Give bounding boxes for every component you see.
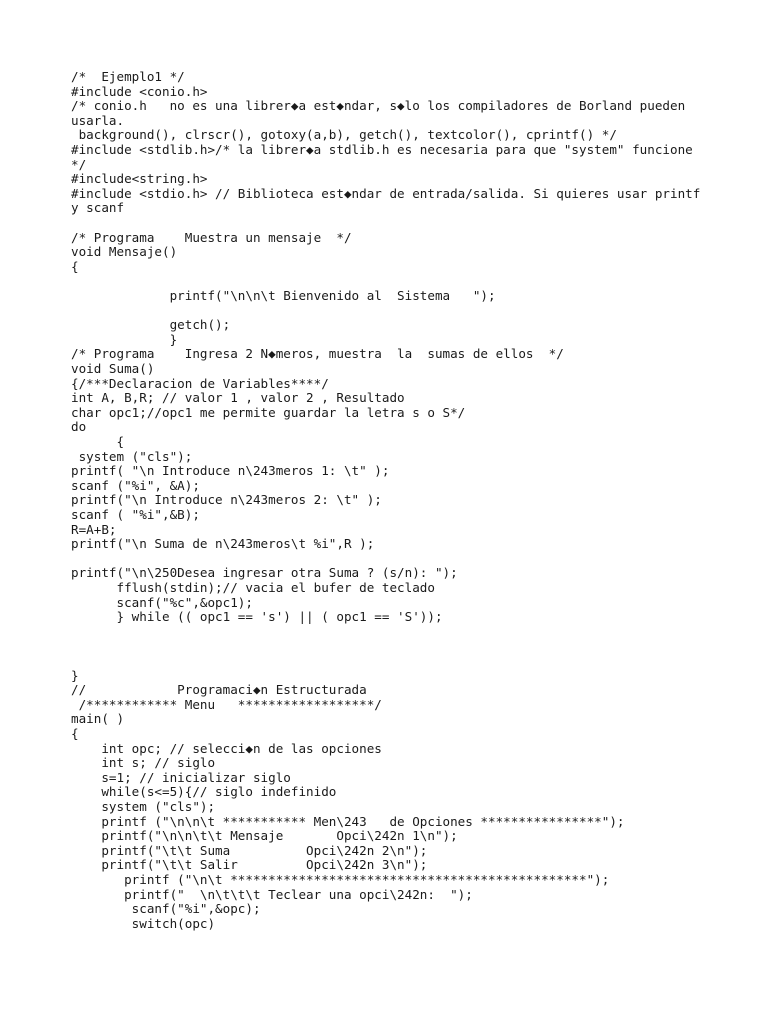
code-line: // Programaci◆n Estructurada — [71, 682, 367, 698]
code-line: #include<string.h> — [71, 171, 208, 187]
code-line: getch(); — [71, 317, 231, 333]
code-line: { — [71, 258, 79, 274]
code-line: { — [71, 434, 125, 449]
code-line: while(s<=5){// siglo indefinido — [71, 784, 337, 800]
code-line: printf(" \n\t\t\t Teclear una opci\242n: "); — [71, 886, 473, 902]
code-line: } — [71, 331, 178, 347]
code-line: /* Ejemplo1 */ — [71, 69, 185, 84]
code-line: printf("\n\250Desea ingresar otra Suma ? (s/n): "); — [71, 565, 458, 581]
code-line: do — [71, 419, 87, 435]
code-line: main( ) — [71, 711, 125, 727]
code-line: y scanf — [71, 200, 125, 216]
code-line: background(), clrscr(), gotoxy(a,b), getch(), textcolor(), cprintf() */ — [71, 127, 617, 143]
code-line: system ("cls"); — [71, 799, 216, 814]
code-line: system ("cls"); — [71, 448, 193, 464]
code-line: #include <stdlib.h>/* la librer◆a stdlib.h es necesaria para que "system" funcione — [71, 142, 693, 157]
code-line: char opc1;//opc1 me permite guardar la letra s o S*/ — [71, 404, 466, 420]
code-line: { — [71, 726, 79, 741]
code-line: printf("\t\t Suma Opci\242n 2\n"); — [71, 842, 428, 858]
code-line: printf("\n Introduce n\243meros 2: \t" ); — [71, 492, 382, 508]
code-line: printf("\n\n\t\t Mensaje Opci\242n 1\n"); — [71, 828, 458, 844]
code-line: printf("\t\t Salir Opci\242n 3\n"); — [71, 857, 428, 873]
code-line: #include <stdio.h> // Biblioteca est◆ndar de entrada/salida. Si quieres usar printf — [71, 185, 701, 201]
code-line: fflush(stdin);// vacia el bufer de teclado — [71, 580, 435, 595]
code-line: scanf ("%i", &A); — [71, 477, 200, 493]
code-line: } — [71, 667, 79, 683]
code-line: printf( "\n Introduce n\243meros 1: \t" ); — [71, 463, 390, 479]
code-line: int s; // siglo — [71, 755, 216, 771]
code-line: */ — [71, 156, 87, 172]
code-line: s=1; // inicializar siglo — [71, 769, 291, 785]
code-line: scanf ( "%i",&B); — [71, 507, 200, 522]
code-line: #include <conio.h> — [71, 83, 208, 99]
code-line: /* conio.h no es una librer◆a est◆ndar, s◆lo los compiladores de Borland pueden — [71, 98, 686, 114]
code-line: scanf("%c",&opc1); — [71, 594, 253, 610]
code-line: printf ("\n\n\t *********** Men\243 de Opciones ****************"); — [71, 813, 625, 829]
code-line: void Suma() — [71, 361, 155, 376]
code-line: /************ Menu ******************/ — [71, 696, 382, 712]
code-line: int opc; // selecci◆n de las opciones — [71, 740, 382, 756]
code-line: usarla. — [71, 112, 125, 128]
code-line: printf("\n Suma de n\243meros\t %i",R ); — [71, 536, 375, 552]
code-line: R=A+B; — [71, 521, 117, 537]
code-line: printf("\n\n\t Bienvenido al Sistema "); — [71, 288, 496, 303]
code-line: switch(opc) — [71, 915, 216, 931]
code-line: void Mensaje() — [71, 244, 178, 260]
code-line: } while (( opc1 == 's') || ( opc1 == 'S')); — [71, 609, 443, 625]
code-line: scanf("%i",&opc); — [71, 901, 261, 917]
code-line: {/***Declaracion de Variables****/ — [71, 375, 329, 391]
code-line: /* Programa Ingresa 2 N◆meros, muestra la sumas de ellos */ — [71, 346, 564, 362]
code-line: /* Programa Muestra un mensaje */ — [71, 229, 352, 245]
code-line: int A, B,R; // valor 1 , valor 2 , Resultado — [71, 390, 405, 406]
code-line: printf ("\n\t ***********************************************"); — [71, 872, 610, 887]
